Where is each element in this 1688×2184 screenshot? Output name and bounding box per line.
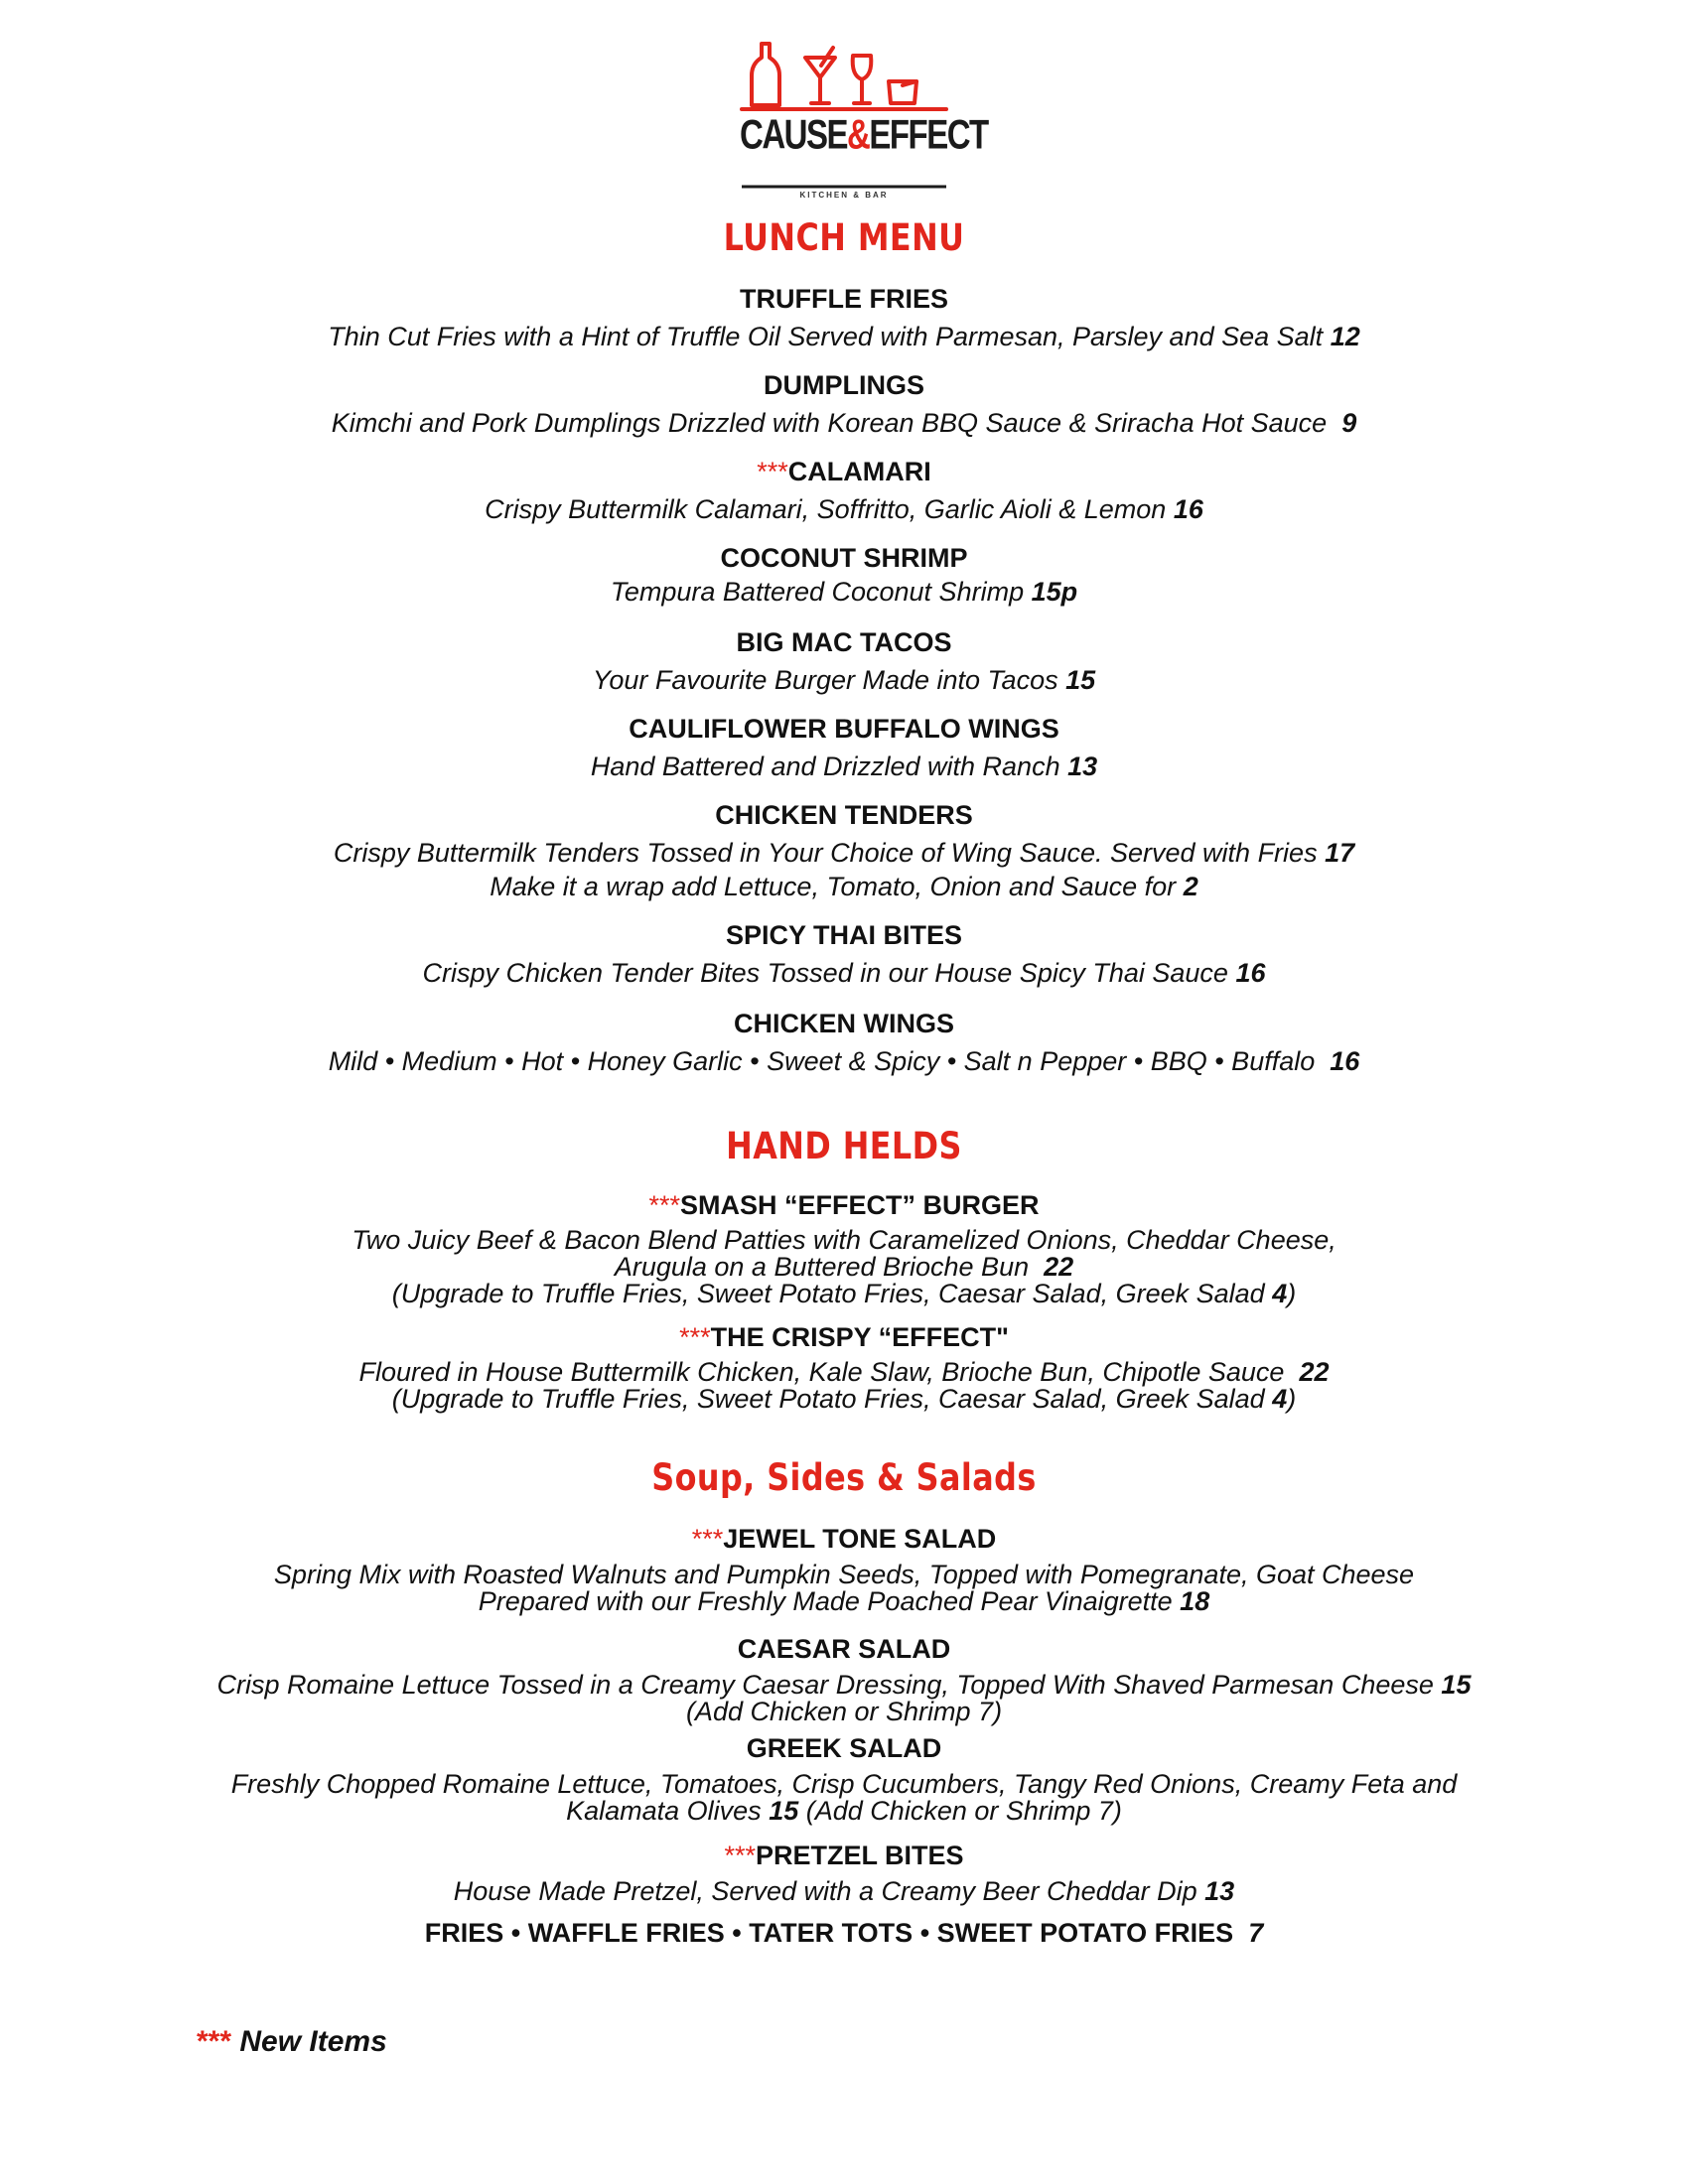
menu-item-price: 22 <box>1299 1357 1330 1387</box>
menu-item-price: 13 <box>1067 751 1098 781</box>
menu-item-name: COCONUT SHRIMP <box>720 543 968 573</box>
menu-item-description: Crispy Buttermilk Tenders Tossed in Your Choice of Wing Sauce. Served with Fries 17 <box>333 838 1355 868</box>
menu-item-description: (Add Chicken or Shrimp 7) <box>685 1697 1003 1726</box>
new-item-marker: *** <box>648 1190 680 1220</box>
logo-glasses-icon <box>740 40 948 119</box>
menu-item-price: 16 <box>1330 1046 1360 1076</box>
menu-item-description: Kalamata Olives 15 (Add Chicken or Shrimp 7) <box>566 1796 1122 1826</box>
menu-item-price: 13 <box>1204 1876 1235 1906</box>
menu-item-description: Hand Battered and Drizzled with Ranch 13 <box>590 751 1098 781</box>
menu-item-name: CAULIFLOWER BUFFALO WINGS <box>629 714 1059 744</box>
menu-item-description: (Upgrade to Truffle Fries, Sweet Potato Fries, Caesar Salad, Greek Salad 4) <box>391 1279 1297 1308</box>
menu-item-name: ***SMASH “EFFECT” BURGER <box>648 1190 1040 1220</box>
menu-item-price: 7 <box>1248 1918 1264 1948</box>
menu-item-description: Prepared with our Freshly Made Poached Pear Vinaigrette 18 <box>478 1586 1210 1616</box>
menu-item-price: 22 <box>1044 1252 1074 1282</box>
new-item-marker: *** <box>757 457 788 486</box>
menu-item-description: Crispy Buttermilk Calamari, Soffritto, Garlic Aioli & Lemon 16 <box>485 494 1203 524</box>
new-item-marker: *** <box>724 1841 756 1870</box>
menu-item-price: 4 <box>1272 1384 1288 1414</box>
section-heading-soups: Soup, Sides & Salads <box>651 1456 1037 1499</box>
logo-subtitle: KITCHEN & BAR <box>799 191 889 200</box>
menu-item-description: Arugula on a Buttered Brioche Bun 22 <box>614 1252 1074 1282</box>
menu-item-name: ***PRETZEL BITES <box>724 1841 964 1870</box>
menu-item-description: Thin Cut Fries with a Hint of Truffle Oil Served with Parmesan, Parsley and Sea Salt 12 <box>328 322 1360 351</box>
menu-item-price: 15 <box>1065 665 1096 695</box>
section-heading-lunch: LUNCH MENU <box>723 216 965 259</box>
menu-item-price: 15p <box>1031 577 1078 607</box>
menu-item-description: Make it a wrap add Lettuce, Tomato, Onion and Sauce for 2 <box>490 872 1198 901</box>
menu-item-name: CHICKEN WINGS <box>734 1009 954 1038</box>
new-item-marker: *** <box>197 2025 232 2058</box>
menu-item-description: Your Favourite Burger Made into Tacos 15 <box>592 665 1096 695</box>
menu-item-description: Crispy Chicken Tender Bites Tossed in our House Spicy Thai Sauce 16 <box>422 958 1266 988</box>
menu-item-description: Spring Mix with Roasted Walnuts and Pumpkin Seeds, Topped with Pomegranate, Goat Cheese <box>273 1560 1415 1589</box>
menu-item-description: House Made Pretzel, Served with a Creamy Beer Cheddar Dip 13 <box>453 1876 1235 1906</box>
menu-item-price: 16 <box>1173 494 1203 524</box>
menu-item-price: 2 <box>1183 872 1198 901</box>
menu-item-description: Kimchi and Pork Dumplings Drizzled with Korean BBQ Sauce & Sriracha Hot Sauce 9 <box>331 408 1357 438</box>
menu-item-name: ***CALAMARI <box>757 457 931 486</box>
new-item-marker: *** <box>691 1524 724 1554</box>
section-heading-handhelds: HAND HELDS <box>726 1125 962 1167</box>
menu-item-description: Two Juicy Beef & Bacon Blend Patties with Caramelized Onions, Cheddar Cheese, <box>352 1225 1336 1255</box>
menu-item-price: 12 <box>1330 322 1360 351</box>
logo-underline <box>740 149 948 189</box>
menu-item-name: ***THE CRISPY “EFFECT" <box>679 1322 1009 1352</box>
menu-item-name: GREEK SALAD <box>746 1733 942 1763</box>
menu-item-price: 9 <box>1341 408 1357 438</box>
menu-item-price: 16 <box>1235 958 1266 988</box>
new-item-marker: *** <box>679 1322 711 1352</box>
menu-item-description: Crisp Romaine Lettuce Tossed in a Creamy Caesar Dressing, Topped With Shaved Parmesan Cheese 15 <box>216 1670 1472 1700</box>
sides-list: FRIES • WAFFLE FRIES • TATER TOTS • SWEET POTATO FRIES 7 <box>424 1918 1264 1948</box>
menu-item-name: SPICY THAI BITES <box>725 920 963 950</box>
menu-item-description: Freshly Chopped Romaine Lettuce, Tomatoes, Crisp Cucumbers, Tangy Red Onions, Creamy Feta and <box>230 1769 1458 1799</box>
new-items-legend: *** New Items <box>197 2025 387 2058</box>
restaurant-logo <box>740 40 988 200</box>
logo-wordmark: CAUSE&EFFECT <box>740 111 988 158</box>
menu-item-description: Floured in House Buttermilk Chicken, Kale Slaw, Brioche Bun, Chipotle Sauce 22 <box>358 1357 1330 1387</box>
menu-item-price: 18 <box>1180 1586 1210 1616</box>
menu-item-price: 15 <box>769 1796 799 1826</box>
menu-item-name: CAESAR SALAD <box>737 1634 951 1664</box>
menu-item-price: 4 <box>1272 1279 1288 1308</box>
menu-item-name: ***JEWEL TONE SALAD <box>691 1524 997 1554</box>
menu-item-name: TRUFFLE FRIES <box>740 284 948 314</box>
menu-item-description: Tempura Battered Coconut Shrimp 15p <box>610 577 1078 607</box>
menu-item-name: CHICKEN TENDERS <box>715 800 973 830</box>
menu-item-price: 17 <box>1325 838 1355 868</box>
menu-item-description: Mild • Medium • Hot • Honey Garlic • Sweet & Spicy • Salt n Pepper • BBQ • Buffalo 16 <box>328 1046 1360 1076</box>
menu-item-description: (Upgrade to Truffle Fries, Sweet Potato Fries, Caesar Salad, Greek Salad 4) <box>391 1384 1297 1414</box>
menu-item-name: DUMPLINGS <box>764 370 924 400</box>
menu-item-price: 15 <box>1441 1670 1472 1700</box>
menu-item-name: BIG MAC TACOS <box>736 627 952 657</box>
